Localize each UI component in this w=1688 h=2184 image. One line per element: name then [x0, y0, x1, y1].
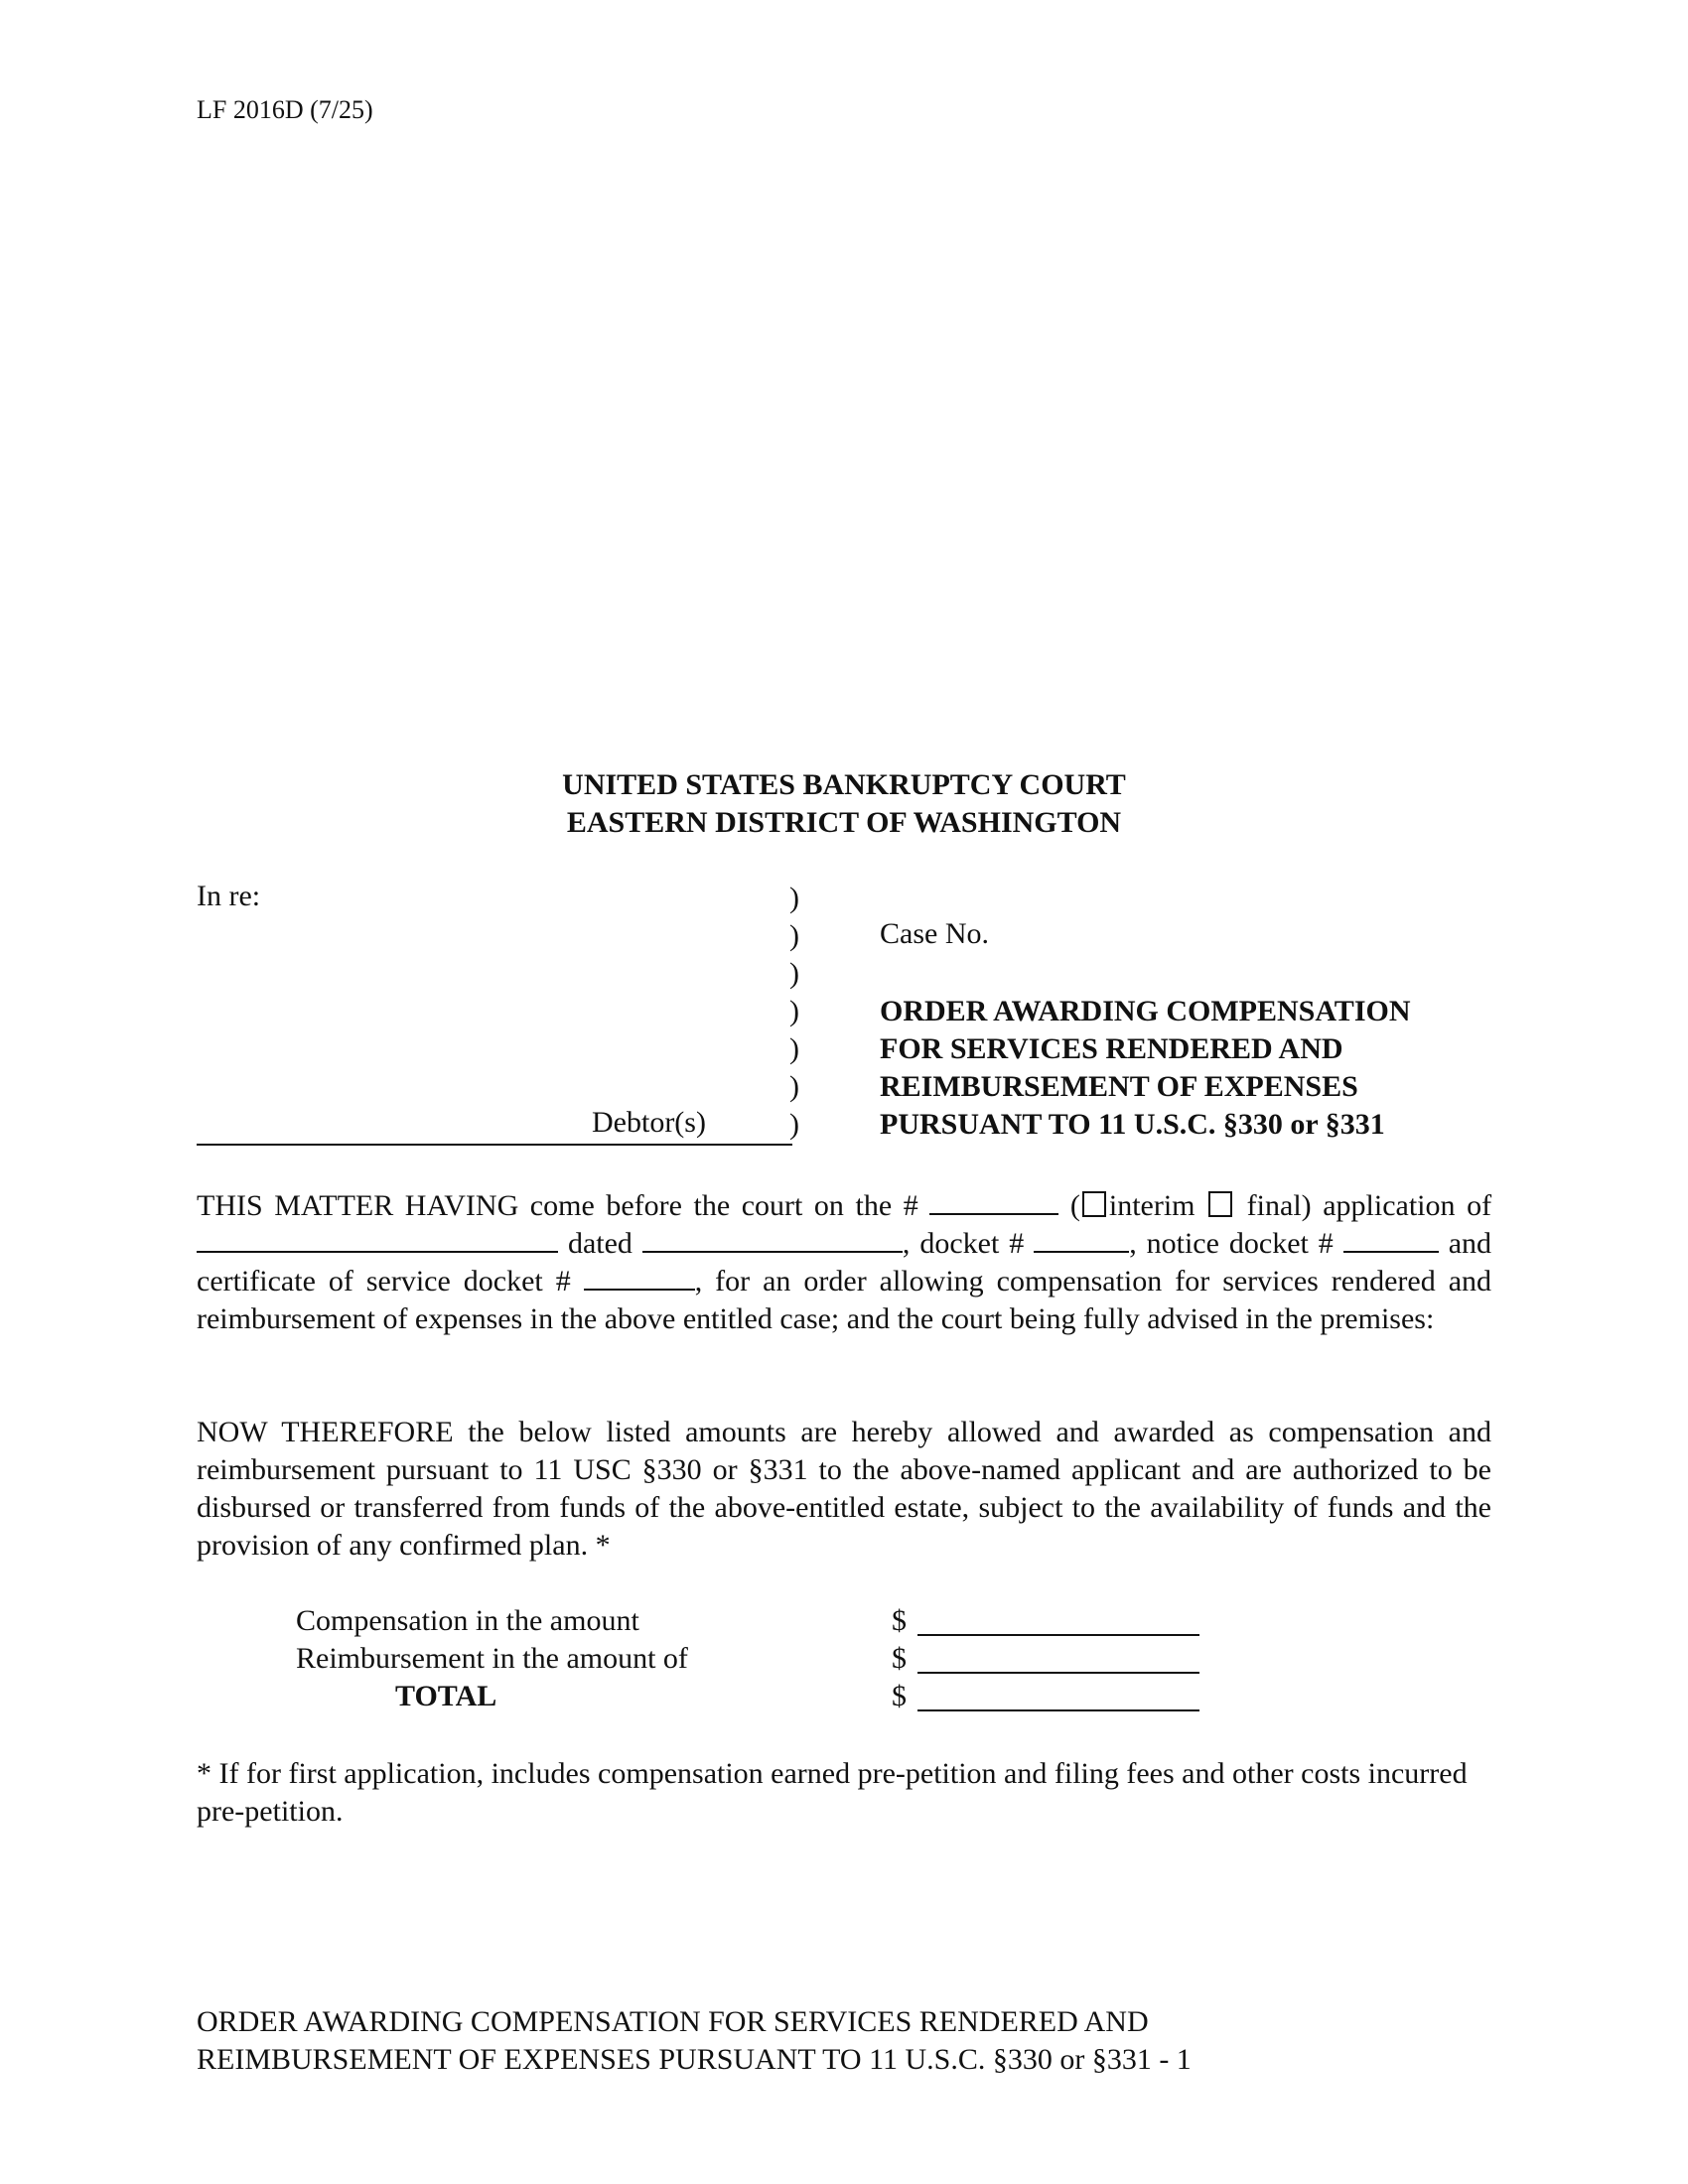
docket-number-blank[interactable] [1034, 1225, 1129, 1253]
order-title-line: REIMBURSEMENT OF EXPENSES [880, 1070, 1358, 1103]
caption-paren: ) [789, 882, 799, 914]
order-title-line: ORDER AWARDING COMPENSATION [880, 995, 1411, 1027]
total-label: TOTAL [395, 1680, 497, 1712]
caption-underline [197, 1144, 792, 1146]
order-title-line: PURSUANT TO 11 U.S.C. §330 or §331 [880, 1108, 1385, 1141]
certificate-docket-blank[interactable] [584, 1263, 695, 1291]
amounts-table [296, 1602, 1209, 1715]
dollar-sign: $ [892, 1604, 907, 1637]
para-text: application of [1323, 1189, 1492, 1222]
order-title-line: FOR SERVICES RENDERED AND [880, 1032, 1343, 1065]
caption-paren: ) [789, 1070, 799, 1103]
in-re-label: In re: [197, 880, 261, 912]
application-date-blank[interactable] [642, 1225, 903, 1253]
caption-parentheses [789, 880, 799, 1144]
para-text: , for an order allowing compensation for services rendered and reimbursement of expenses in the above entitled case; and the court being fully advised in the premises: [197, 1265, 1492, 1335]
court-header [0, 766, 1688, 842]
caption-paren: ) [789, 919, 799, 952]
final-label: final) [1246, 1189, 1312, 1222]
footnote: * If for first application, includes compensation earned pre-petition and filing fees and other costs incurred pre-petition. [197, 1757, 1468, 1828]
compensation-row [296, 1602, 1209, 1640]
para-text: , notice docket # [1129, 1227, 1334, 1260]
case-number-label: Case No. [880, 917, 989, 950]
court-name: UNITED STATES BANKRUPTCY COURT [562, 768, 1126, 801]
debtor-label: Debtor(s) [592, 1106, 706, 1139]
order-paragraph: NOW THEREFORE the below listed amounts are hereby allowed and awarded as compensation and reimbursement pursuant to 11 USC §330 or §331 to the above-named applicant and are authorized to be disbursed or transferred from funds of the above-entitled estate, subject to the availability of funds and the provision of any confirmed plan. * [197, 1416, 1491, 1562]
page-footer [197, 2003, 1192, 2079]
interim-checkbox[interactable] [1082, 1191, 1106, 1217]
caption-paren: ) [789, 995, 799, 1027]
total-amount-blank[interactable] [917, 1709, 1199, 1711]
final-checkbox[interactable] [1208, 1191, 1232, 1217]
court-district: EASTERN DISTRICT OF WASHINGTON [566, 806, 1122, 839]
compensation-label: Compensation in the amount [296, 1604, 639, 1637]
para-text: dated [567, 1227, 633, 1260]
form-id: LF 2016D (7/25) [197, 95, 373, 124]
matter-paragraph: THIS MATTER HAVING come before the court on the # ( interim final) application of dated , docket # , notice docket # and certificate of service docket # , for an order allowing compensation for services rendered and reimbursement of expenses in the above entitled case; and the court being fully advised in the premises: [197, 1189, 1492, 1335]
total-row [296, 1678, 1209, 1715]
dollar-sign: $ [892, 1642, 907, 1675]
footer-line: ORDER AWARDING COMPENSATION FOR SERVICES RENDERED AND [197, 2005, 1149, 2038]
notice-docket-blank[interactable] [1343, 1225, 1439, 1253]
reimbursement-amount-blank[interactable] [917, 1672, 1199, 1674]
dollar-sign: $ [892, 1680, 907, 1712]
para-text: , docket # [902, 1227, 1025, 1260]
para-text: THIS MATTER HAVING come before the court on the # [197, 1189, 918, 1222]
order-title [880, 993, 1411, 1144]
footer-line: REIMBURSEMENT OF EXPENSES PURSUANT TO 11 U.S.C. §330 or §331 - 1 [197, 2043, 1192, 2076]
reimbursement-label: Reimbursement in the amount of [296, 1642, 688, 1675]
interim-label: interim [1108, 1189, 1196, 1222]
caption-paren: ) [789, 1032, 799, 1065]
compensation-amount-blank[interactable] [917, 1634, 1199, 1636]
para-text: and certificate of service docket # [197, 1227, 1492, 1297]
reimbursement-row [296, 1640, 1209, 1678]
application-number-blank[interactable] [929, 1187, 1058, 1215]
caption-paren: ) [789, 1108, 799, 1141]
caption-paren: ) [789, 957, 799, 990]
applicant-name-blank[interactable] [197, 1225, 558, 1253]
